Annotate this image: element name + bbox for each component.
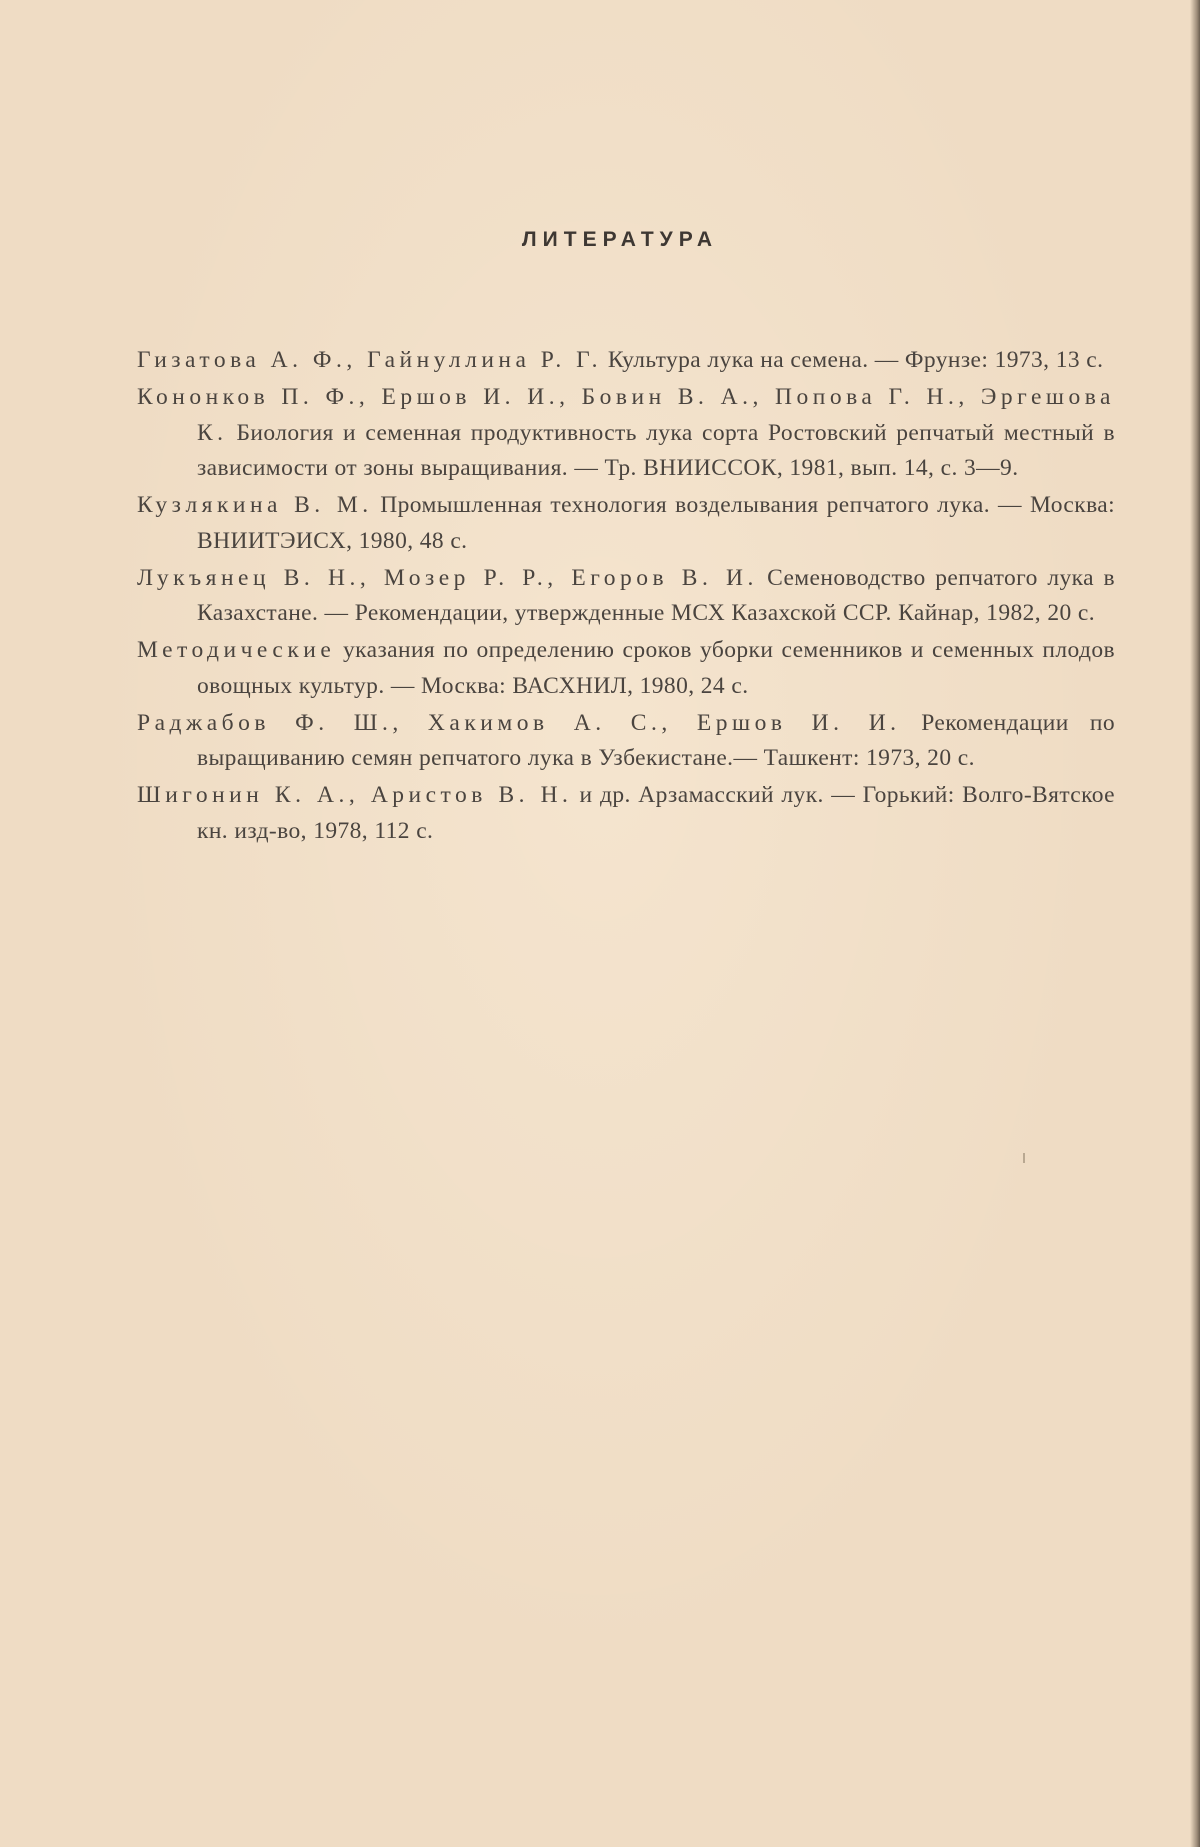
reference-item (137, 380, 1115, 487)
reference-item (137, 488, 1115, 559)
reference-text: указания по определению сроков уборки семенников и семенных плодов овощных культур. — Москва: ВАСХНИЛ, 1980, 24 с. (197, 637, 1115, 699)
reference-authors: Гизатова А. Ф., Гайнуллина Р. Г. (137, 347, 602, 373)
reference-item (137, 706, 1115, 777)
reference-list (137, 343, 1115, 851)
reference-authors: Раджабов Ф. Ш., Хакимов А. С., Ершов И. И. (137, 709, 901, 736)
reference-text: и др. Арзамасский лук. — Горький: Волго-Вятское кн. изд-во, 1978, 112 с. (197, 782, 1116, 844)
page-edge-shadow (1190, 0, 1200, 1847)
reference-item (137, 633, 1115, 704)
reference-authors: Кононков П. Ф., Ершов И. И., Бовин В. А., Попова Г. Н., Эргешова К. (137, 384, 1115, 446)
reference-item (137, 778, 1115, 849)
reference-item (137, 343, 1115, 379)
reference-authors: Кузлякина В. М. (137, 492, 373, 518)
reference-text: Биология и семенная продуктивность лука сорта Ростовский репчатый местный в зависимости от зоны выращивания. — Тр. ВНИИССОК, 1981, вып. 14, с. 3—9. (197, 419, 1115, 481)
reference-item (137, 561, 1115, 632)
reference-authors: Шигонин К. А., Аристов В. Н. (137, 782, 573, 808)
reference-text: Семеноводство репчатого лука в Казахстане. — Рекомендации, утвержденные МСХ Казахской ССР. Кайнар, 1982, 20 с. (197, 564, 1115, 626)
reference-authors: Методические (137, 637, 336, 663)
reference-text: Промышленная технология возделывания репчатого лука. — Москва: ВНИИТЭИСХ, 1980, 48 с. (197, 492, 1116, 554)
reference-text: Культура лука на семена. — Фрунзе: 1973, 13 с. (607, 347, 1104, 373)
print-speck (1023, 1153, 1025, 1163)
reference-text: Рекомендации по выращиванию семян репчатого лука в Узбекистане.— Ташкент: 1973, 20 с. (197, 709, 1115, 771)
page-title: ЛИТЕРАТУРА (521, 228, 719, 251)
reference-authors: Лукъянец В. Н., Мозер Р. Р., Егоров В. И. (137, 564, 758, 591)
